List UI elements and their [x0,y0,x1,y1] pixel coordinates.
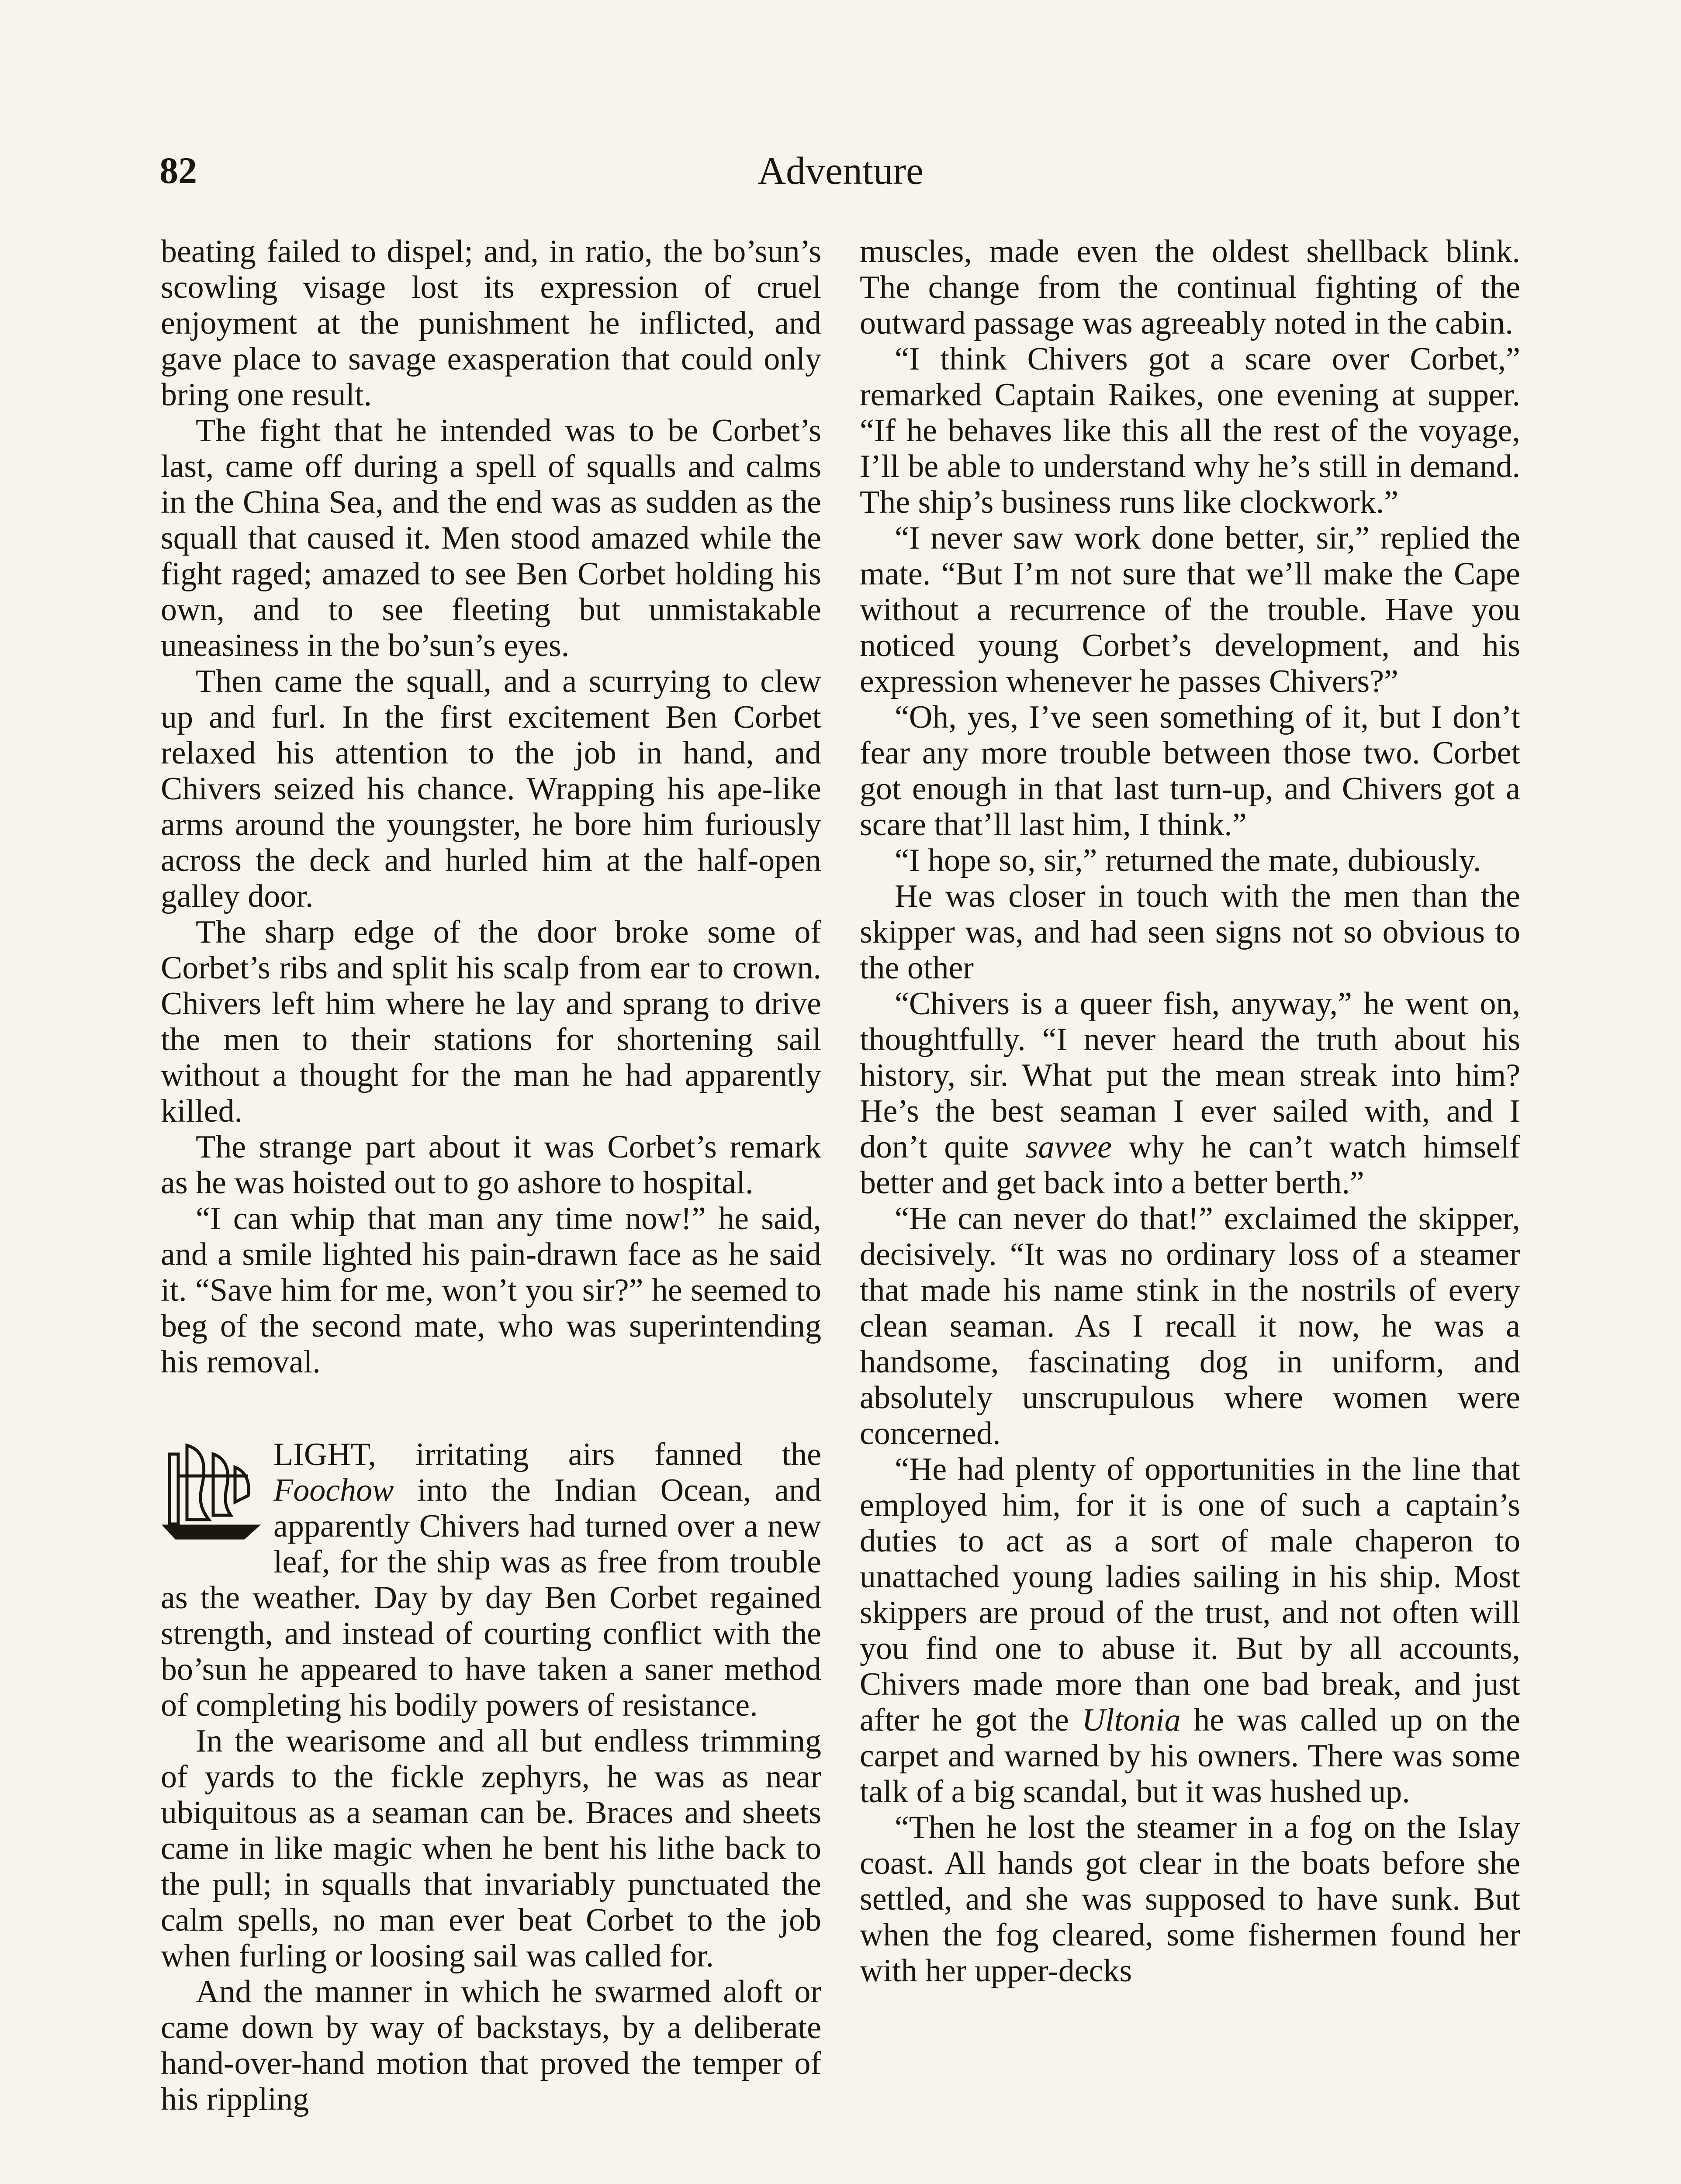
italic-word: savvee [1025,1129,1112,1165]
section-opening-paragraph [161,1437,821,1723]
paragraph: “Then he lost the steamer in a fog on the Islay coast. All hands got clear in the boats before she settled, and she was supposed to have sunk. But when the fog cleared, some fishermen found her with her upper-decks [860,1810,1520,1989]
paragraph [860,1451,1520,1810]
paragraph [860,986,1520,1201]
section-break [161,1380,821,1437]
paragraph: “Oh, yes, I’ve seen something of it, but I don’t fear any more trouble between those two. Corbet got enough in that last turn-up, and Chivers got a scare that’ll last him, I think.” [860,699,1520,843]
section-text: into the Indian Ocean, and apparently Chivers had turned over a new leaf, for the ship was as free from trouble as the weather. Day by day Ben Corbet regained strength, and instead of courting conflict with the bo’sun he appeared to have taken a saner method of completing his bodily powers of resistance. [161,1472,821,1723]
paragraph: “I never saw work done better, sir,” replied the mate. “But I’m not sure that we’ll make the Cape without a recurrence of the trouble. Have you noticed young Corbet’s development, and his expression whenever he passes Chivers?” [860,520,1520,699]
paragraph: “I think Chivers got a scare over Corbet,” remarked Captain Raikes, one evening at supper. “If he behaves like this all the rest of the voyage, I’ll be able to understand why he’s still in demand. The ship’s business runs like clockwork.” [860,341,1520,520]
paragraph: muscles, made even the oldest shellback blink. The change from the continual fighting of the outward passage was agreeably noted in the cabin. [860,234,1520,341]
page-number: 82 [159,149,197,191]
left-column [161,234,821,2117]
ship-name: Ultonia [1082,1702,1181,1738]
text-run: “He had plenty of opportunities in the line that employed him, for it is one of such a captain’s duties to act as a sort of male chaperon to unattached young ladies sailing in his ship. Most skippers are proud of the trust, and not often will you find one to abuse it. But by all accounts, Chivers made more than one bad break, and just after he got the [860,1451,1520,1738]
right-column [860,234,1520,1989]
text-run: “Chivers is a queer fish, anyway,” he went on, thoughtfully. “I never heard the truth about his history, sir. What put the mean streak into him? He’s the best seaman I ever sailed with, and I don’t quite [860,986,1520,1165]
paragraph: The fight that he intended was to be Corbet’s last, came off during a spell of squalls and calms in the China Sea, and the end was as sudden as the squall that caused it. Men stood amazed while the fight raged; amazed to see Ben Corbet holding his own, and to see fleeting but unmistakable uneasiness in the bo’sun’s eyes. [161,413,821,663]
paragraph: “He can never do that!” exclaimed the skipper, decisively. “It was no ordinary loss of a steamer that made his name stink in the nostrils of every clean seaman. As I recall it now, he was a handsome, fascinating dog in uniform, and absolutely unscrupulous where women were concerned. [860,1201,1520,1451]
text-run: why he can’t watch himself better and get back into a better berth.” [860,1129,1520,1201]
paragraph: Then came the squall, and a scurrying to clew up and furl. In the first excitement Ben Corbet relaxed his attention to the job in hand, and Chivers seized his chance. Wrapping his ape-like arms around the youngster, he bore him furiously across the deck and hurled him at the half-open galley door. [161,663,821,914]
paragraph: He was closer in touch with the men than the skipper was, and had seen signs not so obvious to the other [860,878,1520,986]
paragraph: The sharp edge of the door broke some of Corbet’s ribs and split his scalp from ear to crown. Chivers left him where he lay and sprang to drive the men to their stations for shortening sail without a thought for the man he had apparently killed. [161,914,821,1129]
paragraph: The strange part about it was Corbet’s remark as he was hoisted out to go ashore to hospital. [161,1129,821,1201]
paragraph: “I can whip that man any time now!” he said, and a smile lighted his pain-drawn face as he said it. “Save him for me, won’t you sir?” he seemed to beg of the second mate, who was superintending his removal. [161,1201,821,1380]
running-title: Adventure [757,149,924,193]
ship-icon [161,1437,261,1546]
page-header [159,144,1522,210]
paragraph: beating failed to dispel; and, in ratio, the bo’sun’s scowling visage lost its expression of cruel enjoyment at the punishment he inflicted, and gave place to savage exasperation that could only bring one result. [161,234,821,413]
paragraph: And the manner in which he swarmed aloft or came down by way of backstays, by a deliberate hand-over-hand motion that proved the temper of his rippling [161,1974,821,2117]
paragraph: In the wearisome and all but endless trimming of yards to the fickle zephyrs, he was as near ubiquitous as a seaman can be. Braces and sheets came in like magic when he bent his lithe back to the pull; in squalls that invariably punctuated the calm spells, no man ever beat Corbet to the job when furling or loosing sail was called for. [161,1723,821,1974]
section-lead: LIGHT, irritating airs fanned the [273,1437,821,1472]
paragraph: “I hope so, sir,” returned the mate, dubiously. [895,843,1481,878]
ship-name: Foochow [273,1472,394,1508]
text-run: he was called up on the carpet and warned by his owners. There was some talk of a big scandal, but it was hushed up. [860,1702,1520,1810]
